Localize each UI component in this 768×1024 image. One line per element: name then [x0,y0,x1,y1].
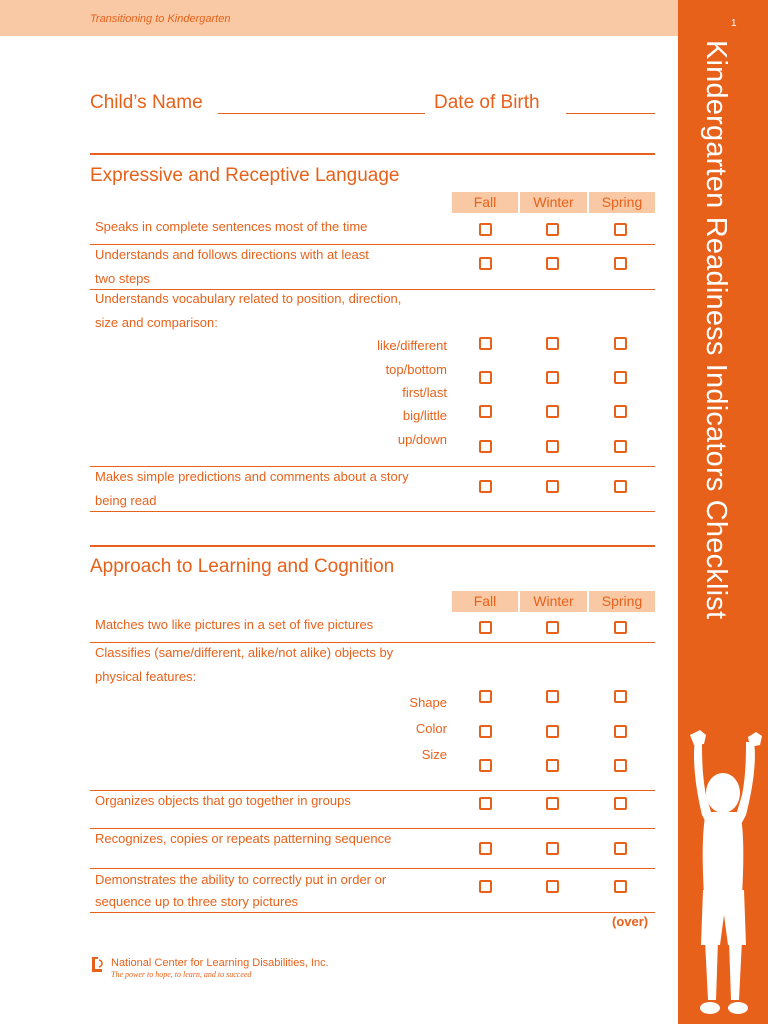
checkbox-fall[interactable] [479,371,492,384]
checkbox-winter[interactable] [546,480,559,493]
subitem-label: Color [415,721,447,736]
checkbox-fall[interactable] [479,725,492,738]
checklist-item: Organizes objects that go together in groups [95,793,351,808]
column-winter: Winter [520,591,587,612]
column-spring: Spring [589,591,655,612]
checkbox-winter[interactable] [546,223,559,236]
checkbox-spring[interactable] [614,621,627,634]
checkbox-winter[interactable] [546,405,559,418]
checkbox-spring[interactable] [614,337,627,350]
sidebar-title: Kindergarten Readiness Indicators Checklist [700,40,732,620]
section-rule [90,153,655,155]
subitem-label: Size [421,747,447,762]
checkbox-fall[interactable] [479,880,492,893]
checkbox-fall[interactable] [479,797,492,810]
section-rule [90,545,655,547]
section-title-language: Expressive and Receptive Language [90,165,400,186]
ncld-logo-icon [89,955,105,975]
checkbox-fall[interactable] [479,842,492,855]
checkbox-spring[interactable] [614,405,627,418]
checklist-item-line-1: Demonstrates the ability to correctly put in order or [95,872,387,887]
checklist-item: Speaks in complete sentences most of the time [95,219,368,234]
checkbox-winter[interactable] [546,257,559,270]
row-divider [90,511,655,512]
checkbox-winter[interactable] [546,371,559,384]
checkbox-winter[interactable] [546,842,559,855]
subitem-label: like/different [377,338,447,353]
over-note: (over) [612,914,649,929]
checklist-item-line-2: two steps [95,271,150,286]
checkbox-spring[interactable] [614,257,627,270]
checkbox-fall[interactable] [479,690,492,703]
org-name: National Center for Learning Disabilities, Inc. [111,957,329,969]
checklist-item-line-1: Classifies (same/different, alike/not alike) objects by [95,645,394,660]
checkbox-fall[interactable] [479,337,492,350]
checkbox-fall[interactable] [479,759,492,772]
child-name-field[interactable] [218,113,425,114]
checkbox-spring[interactable] [614,797,627,810]
column-fall: Fall [452,591,518,612]
checkbox-fall[interactable] [479,223,492,236]
subitem-label: up/down [397,432,447,447]
checkbox-spring[interactable] [614,690,627,703]
dob-label: Date of Birth [434,92,540,113]
checkbox-spring[interactable] [614,842,627,855]
section-title-cognition: Approach to Learning and Cognition [90,556,395,577]
checklist-item-line-2: sequence up to three story pictures [95,894,299,909]
checkbox-fall[interactable] [479,480,492,493]
checklist-item-line-1: Understands vocabulary related to position, direction, [95,291,402,306]
checkbox-winter[interactable] [546,797,559,810]
org-tagline: The power to hope, to learn, and to succeed [111,970,252,979]
checklist-item: Matches two like pictures in a set of five pictures [95,617,374,632]
checklist-item-line-1: Makes simple predictions and comments about a story [95,469,409,484]
checkbox-spring[interactable] [614,725,627,738]
checkbox-spring[interactable] [614,880,627,893]
running-title: Transitioning to Kindergarten [90,13,231,25]
checkbox-fall[interactable] [479,257,492,270]
row-divider [90,912,655,913]
column-winter: Winter [520,192,587,213]
checkbox-spring[interactable] [614,440,627,453]
page-number: 1 [731,18,737,29]
checkbox-spring[interactable] [614,480,627,493]
checkbox-winter[interactable] [546,440,559,453]
checklist-item-line-2: size and comparison: [95,315,218,330]
dob-field[interactable] [566,113,655,114]
checkbox-winter[interactable] [546,880,559,893]
checklist-item-line-2: physical features: [95,669,197,684]
checkbox-spring[interactable] [614,223,627,236]
subitem-label: top/bottom [385,362,447,377]
subitem-label: Shape [409,695,447,710]
child-name-label: Child’s Name [90,92,203,113]
checkbox-fall[interactable] [479,405,492,418]
checkbox-winter[interactable] [546,621,559,634]
subitem-label: first/last [402,385,447,400]
subitem-label: big/little [402,408,447,423]
checkbox-winter[interactable] [546,759,559,772]
checkbox-winter[interactable] [546,725,559,738]
checklist-item-line-2: being read [95,493,157,508]
checkbox-fall[interactable] [479,621,492,634]
running-header [0,0,678,36]
checkbox-spring[interactable] [614,759,627,772]
checklist-item-line-1: Understands and follows directions with at least [95,247,369,262]
checkbox-winter[interactable] [546,337,559,350]
column-spring: Spring [589,192,655,213]
column-fall: Fall [452,192,518,213]
checkbox-spring[interactable] [614,371,627,384]
checkbox-winter[interactable] [546,690,559,703]
checkbox-fall[interactable] [479,440,492,453]
checklist-item: Recognizes, copies or repeats patterning sequence [95,831,392,846]
